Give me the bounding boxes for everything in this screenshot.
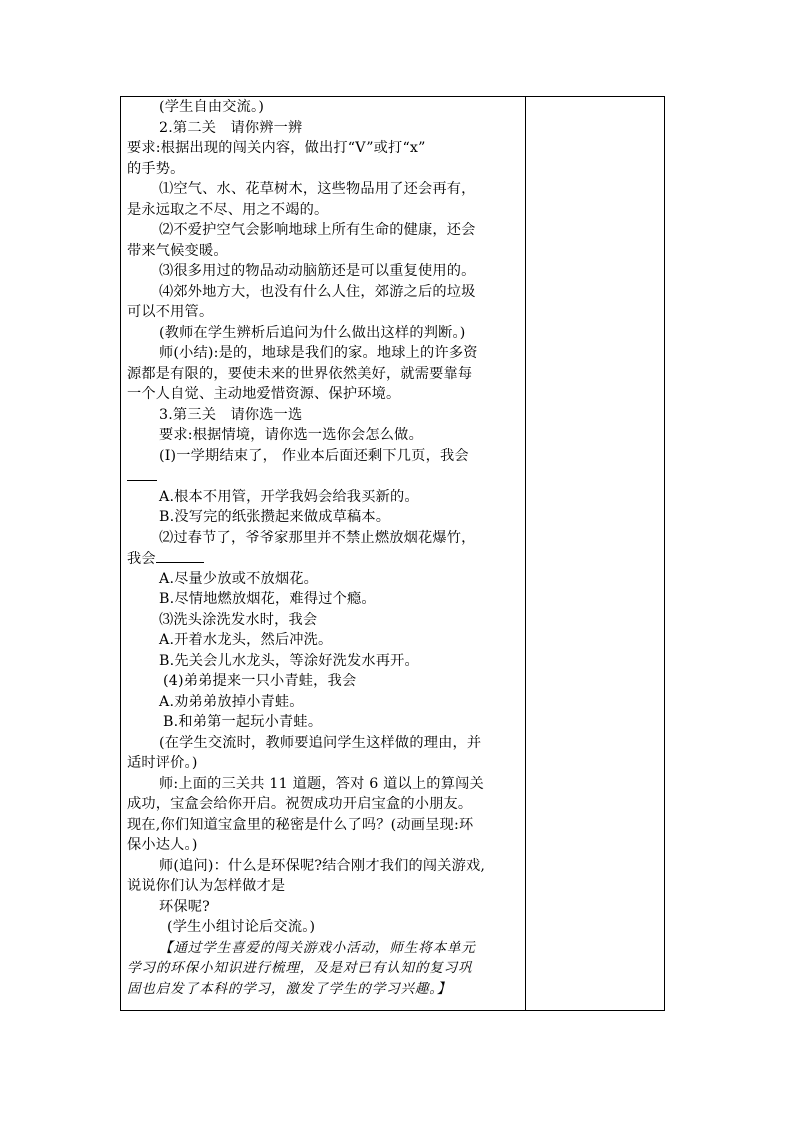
text-line: (4)弟弟提来一只小青蛙，我会 [163, 673, 357, 689]
text-line: (学生小组讨论后交流。) [167, 919, 316, 935]
text-line: B.尽情地燃放烟花，难得过个瘾。 [159, 591, 376, 607]
text-line: 源都是有限的，要使未来的世界依然美好，就需要靠每 [127, 365, 473, 382]
text-line: 现在,你们知道宝盒里的秘密是什么了吗？(动画呈现:环 [127, 816, 474, 833]
text-line: 师(小结):是的，地球是我们的家。地球上的许多资 [159, 345, 478, 361]
text-line: A.根本不用管，开学我妈会给我买新的。 [159, 488, 419, 505]
text-line: ⑴空气、水、花草树木，这些物品用了还会再有， [159, 181, 476, 197]
text-line: B.和弟第一起玩小青蛙。 [163, 714, 323, 730]
text-line: 要求:根据情境，请你选一选你会怎么做。 [159, 427, 423, 443]
answer-blank-line [127, 466, 519, 487]
text-line: 师:上面的三关共 11 道题，答对 6 道以上的算闯关 [159, 775, 484, 792]
text-line: ⑶很多用过的物品动动脑筋还是可以重复使用的。 [159, 263, 476, 279]
text-line: ⑵不爱护空气会影响地球上所有生命的健康，还会 [159, 222, 476, 238]
text-line: 的手势。 [127, 160, 185, 177]
text-line: 保小达人。) [127, 837, 198, 853]
text-line: (学生自由交流。) [159, 99, 265, 115]
text-line: A.劝弟弟放掉小青蛙。 [159, 693, 304, 710]
text-line: 环保呢? [159, 898, 210, 915]
text-line: 说说你们认为怎样做才是 [127, 878, 286, 894]
text-line: 带来气候变暖。 [127, 242, 228, 259]
text-line: B.没写完的纸张攒起来做成草稿本。 [159, 509, 391, 525]
design-note-line: 学习的环保小知识进行梳理，及是对已有认知的复习巩 [127, 960, 473, 976]
text-line: ⑷郊外地方大，也没有什么人住，郊游之后的垃圾 [159, 283, 476, 300]
text-line: 一个人自觉、主动地爱惜资源、保护环境。 [127, 386, 401, 402]
text-line: 可以不用管。 [127, 304, 214, 320]
text-line: (教师在学生辨析后追问为什么做出这样的判断。) [159, 324, 466, 341]
text-line: ⑵过春节了，爷爷家那里并不禁止燃放烟花爆竹， [159, 529, 476, 546]
table-column-divider [525, 96, 526, 1011]
text-line: 师(追问)：什么是环保呢?结合刚才我们的闯关游戏, [159, 857, 486, 874]
text-line: 我会 [127, 548, 519, 569]
lesson-content-cell [127, 97, 519, 999]
text-line: 适时评价。) [127, 755, 198, 771]
text-line: (在学生交流时，教师要追问学生这样做的理由，并 [159, 734, 482, 751]
text-line: (I)一学期结束了， 作业本后面还剩下几页，我会 [159, 447, 469, 464]
text-line: 3.第三关 请你选一选 [159, 406, 303, 423]
text-line: 要求:根据出现的闯关内容，做出打“V”或打“x” [127, 140, 426, 156]
text-line: 2.第二关 请你辨一辨 [159, 119, 303, 136]
text-line: ⑶洗头涂洗发水时，我会 [159, 611, 318, 628]
text-line: A.开着水龙头，然后冲洗。 [159, 632, 333, 648]
design-note-line: 固也启发了本科的学习，激发了学生的学习兴趣。】 [127, 980, 452, 997]
text-line: A.尽量少放或不放烟花。 [159, 570, 319, 587]
text-line: 是永远取之不尽、用之不竭的。 [127, 201, 329, 218]
text-line: 成功，宝盒会给你开启。祝贺成功开启宝盒的小朋友。 [127, 796, 473, 812]
text-line: B.先关会儿水龙头，等涂好洗发水再开。 [159, 652, 419, 669]
answer-blank [127, 466, 157, 481]
answer-blank [156, 548, 204, 563]
design-note-line: 【通过学生喜爱的闯关游戏小活动，师生将本单元 [159, 939, 476, 956]
